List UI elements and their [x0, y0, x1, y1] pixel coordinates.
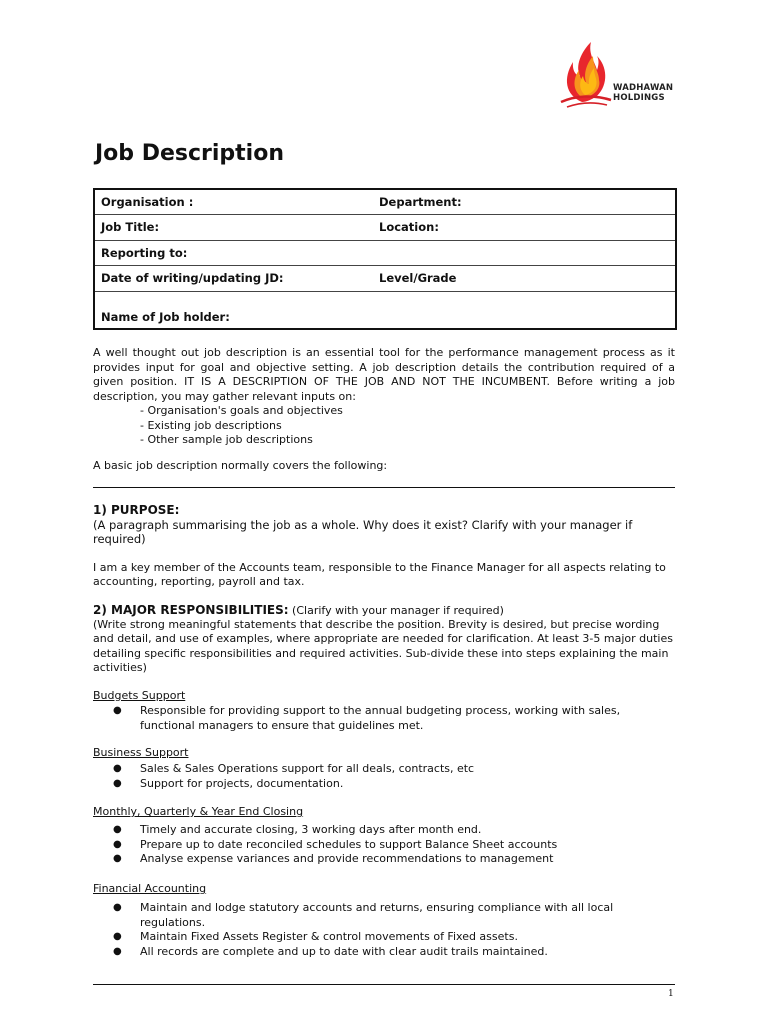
purpose-section — [93, 503, 675, 589]
bullet-icon: ● — [113, 902, 122, 913]
list-item: ● Responsible for providing support to the annual budgeting process, working with sales, functional managers to ensure that guidelines met. — [113, 704, 621, 732]
job-title-label: Job Title: — [94, 215, 373, 241]
flame-logo-icon — [555, 40, 615, 110]
table-row — [94, 291, 676, 329]
page-number: 1 — [668, 989, 674, 999]
intro-section — [93, 346, 675, 448]
list-item: ● Prepare up to date reconciled schedules to support Balance Sheet accounts — [113, 837, 558, 851]
closing-list — [93, 823, 675, 867]
budgets-list — [93, 704, 675, 733]
group-title-closing: Monthly, Quarterly & Year End Closing — [93, 805, 304, 818]
list-item: ● Analyse expense variances and provide recommendations to management — [113, 852, 554, 865]
list-item: ● Timely and accurate closing, 3 working days after month end. — [113, 823, 482, 836]
financial-list — [93, 901, 675, 959]
bullet-icon: ● — [113, 945, 122, 957]
divider — [93, 487, 675, 488]
intro-item: - Existing job descriptions — [140, 418, 282, 432]
page-title: Job Description — [95, 141, 284, 166]
intro-item: - Organisation's goals and objectives — [140, 404, 343, 417]
job-info-table — [93, 188, 677, 330]
footer-divider — [93, 984, 675, 985]
purpose-note: (A paragraph summarising the job as a whole. Why does it exist? Clarify with your manager if required) — [93, 518, 633, 547]
responsibilities-heading-note: (Clarify with your manager if required) — [288, 604, 504, 617]
company-logo — [555, 40, 685, 120]
bullet-icon: ● — [113, 931, 122, 942]
list-item: ● Sales & Sales Operations support for all deals, contracts, etc — [113, 762, 475, 775]
logo-text-line1: WADHAWAN — [613, 83, 674, 93]
table-row — [94, 240, 676, 266]
table-row — [94, 215, 676, 241]
responsibilities-section — [93, 603, 675, 675]
purpose-text: I am a key member of the Accounts team, responsible to the Finance Manager for all aspects relating to accounting, reporting, payroll and tax. — [93, 560, 666, 588]
purpose-heading: 1) PURPOSE: — [93, 503, 180, 517]
bullet-icon: ● — [113, 838, 122, 850]
group-title-budgets: Budgets Support — [93, 689, 186, 702]
reporting-to-label: Reporting to: — [94, 240, 373, 266]
intro-paragraph: A well thought out job description is an essential tool for the performance management process as it provides input for goal and objective setting. A job description details the contribution required of a given position. IT IS A DESCRIPTION OF THE JOB AND NOT THE INCUMBENT. Before writing a job description, you may gather relevant inputs on: — [93, 346, 675, 403]
list-item: ● Support for projects, documentation. — [113, 776, 344, 790]
intro-item: - Other sample job descriptions — [140, 433, 313, 446]
bullet-icon: ● — [113, 763, 122, 774]
bullet-icon: ● — [113, 777, 122, 789]
list-item: ● Maintain and lodge statutory accounts and returns, ensuring compliance with all local regulations. — [113, 901, 614, 929]
basic-intro-text: A basic job description normally covers the following: — [93, 459, 388, 472]
bullet-icon: ● — [113, 824, 122, 835]
responsibilities-note: (Write strong meaningful statements that describe the position. Brevity is desired, but precise wording and detail, and use of examples, where appropriate are needed for clarification. At least 3-5 major duties detailing specific responsibilities and required activities. Sub-divide these into steps explaining the main activities) — [93, 618, 673, 674]
list-item: ● Maintain Fixed Assets Register & control movements of Fixed assets. — [113, 930, 518, 943]
level-grade-label: Level/Grade — [373, 266, 676, 292]
bullet-icon: ● — [113, 705, 122, 716]
department-label: Department: — [373, 189, 676, 215]
table-row — [94, 189, 676, 215]
group-title-business: Business Support — [93, 746, 189, 759]
location-label: Location: — [373, 215, 676, 241]
bullet-icon: ● — [113, 853, 122, 864]
responsibilities-heading: 2) MAJOR RESPONSIBILITIES: — [93, 603, 289, 617]
organisation-label: Organisation : — [94, 189, 373, 215]
group-title-financial: Financial Accounting — [93, 882, 207, 895]
date-writing-label: Date of writing/updating JD: — [94, 266, 373, 292]
business-list — [93, 762, 675, 791]
list-item: ● All records are complete and up to date with clear audit trails maintained. — [113, 944, 548, 958]
job-holder-label: Name of Job holder: — [101, 310, 230, 324]
table-row — [94, 266, 676, 292]
logo-text-line2: HOLDINGS — [613, 93, 665, 103]
